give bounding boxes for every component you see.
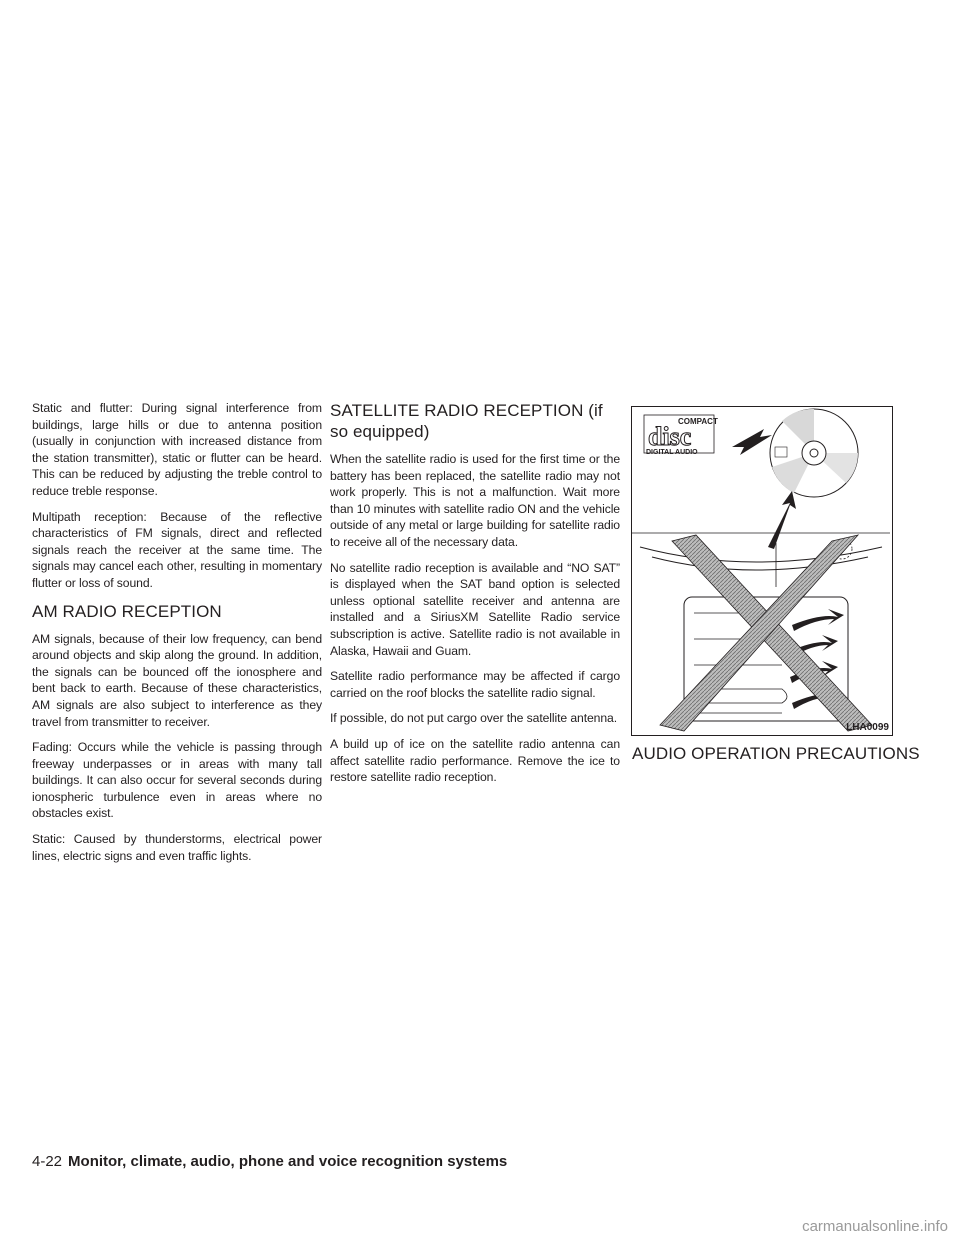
arrow-icon: [768, 491, 796, 549]
paragraph-multipath: Multipath reception: Because of the reflective characteristics of FM signals, direct and reflected signals reach the receiver at the same time. The signals may cancel each other, resulting in momentary flutter or loss of sound.: [32, 509, 322, 590]
paragraph-static: Static: Caused by thunderstorms, electrical power lines, electric signs and even traffic lights.: [32, 832, 322, 863]
paragraph-first-time: When the satellite radio is used for the first time or the battery has been replaced, the satellite radio may not work properly. This is not a malfunction. Wait more than 10 minutes with satellite radio ON and the vehicle outside of any metal or large building for satellite radio to receive all of the necessary data.: [330, 452, 620, 549]
heading-am-radio-reception: AM RADIO RECEPTION: [32, 601, 222, 621]
illustration-drawing: [632, 407, 892, 735]
paragraph-fading: Fading: Occurs while the vehicle is passing through freeway underpasses or in areas with many tall buildings. It can also occur for several seconds during ionospheric turbulence even in areas where no obstacles exist.: [32, 740, 322, 821]
logo-compact-text: COMPACT: [678, 417, 718, 426]
paragraph-am-signals: AM signals, because of their low frequency, can bend around objects and skip along the ground. In addition, the signals can be bounced off the ionosphere and bent back to earth. Because of these characteristics, AM signals are also subject to interference as they travel from transmitter to receiver.: [32, 631, 322, 729]
logo-disc-text: disc: [648, 422, 692, 451]
paragraph-cargo: Satellite radio performance may be affected if cargo carried on the roof blocks the satellite radio signal.: [330, 669, 620, 700]
arrow-icon: [732, 429, 772, 455]
logo-digital-audio-text: DIGITAL AUDIO: [646, 449, 698, 456]
paragraph-no-cargo: If possible, do not put cargo over the satellite antenna.: [330, 711, 617, 726]
watermark: carmanualsonline.info: [802, 1218, 948, 1235]
compact-disc-logo: [644, 415, 718, 456]
footer-title: Monitor, climate, audio, phone and voice recognition systems: [68, 1153, 508, 1170]
heading-satellite-radio-reception: SATELLITE RADIO RECEPTION (if so equipped): [330, 401, 603, 441]
column-left: [32, 400, 322, 873]
paragraph-static-flutter: Static and flutter: During signal interference from buildings, large hills or due to antenna position (usually in conjunction with increased distance from the station transmitter), static or flutter can be heard. This can be reduced by adjusting the treble control to reduce treble response.: [32, 401, 322, 498]
compact-disc-drawing: [770, 409, 858, 497]
page-number: 4-22: [32, 1153, 63, 1170]
paragraph-ice: A build up of ice on the satellite radio antenna can affect satellite radio performance. Remove the ice to restore satellite radio reception.: [330, 736, 620, 785]
page-footer: [32, 1153, 507, 1171]
figure-label: LHA0099: [846, 722, 889, 733]
column-middle: [330, 400, 620, 795]
paragraph-no-sat: No satellite radio reception is available and “NO SAT” is displayed when the SAT band option is selected unless optional satellite receiver and antenna are installed and a SiriusXM Satellite Radio service subscription is active. Satellite radio is not available in Alaska, Hawaii and Guam.: [330, 560, 620, 658]
prohibited-x-icon: [660, 535, 872, 731]
heading-audio-operation-precautions: AUDIO OPERATION PRECAUTIONS: [632, 744, 920, 763]
illustration-no-cd-in-sun: [631, 406, 893, 736]
